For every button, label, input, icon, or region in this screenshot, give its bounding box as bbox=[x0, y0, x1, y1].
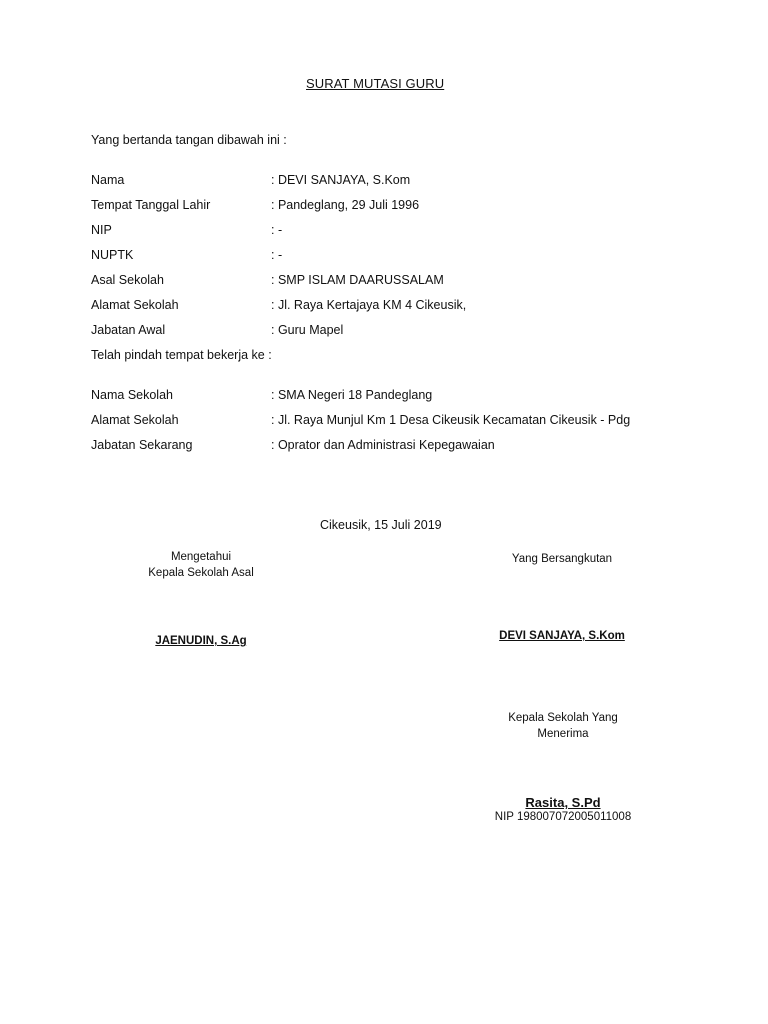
signature-left-line2: Kepala Sekolah Asal bbox=[148, 567, 254, 579]
signature-left-name: JAENUDIN, S.Ag bbox=[155, 635, 247, 647]
field-value: : Pandeglang, 29 Juli 1996 bbox=[271, 198, 420, 212]
field-value: : - bbox=[271, 248, 283, 262]
field-label: NUPTK bbox=[91, 248, 134, 262]
document-title: SURAT MUTASI GURU bbox=[306, 76, 445, 91]
signature-receiver-heading bbox=[463, 710, 663, 742]
field-label: Nama Sekolah bbox=[91, 388, 173, 402]
field-label: Jabatan Awal bbox=[91, 323, 166, 337]
field-value: : - bbox=[271, 223, 283, 237]
field-value: : Jl. Raya Kertajaya KM 4 Cikeusik, bbox=[271, 298, 467, 312]
field-label: Tempat Tanggal Lahir bbox=[91, 198, 211, 212]
signature-right-name: DEVI SANJAYA, S.Kom bbox=[499, 630, 625, 642]
place-date: Cikeusik, 15 Juli 2019 bbox=[320, 518, 442, 532]
signature-receiver-line1: Kepala Sekolah Yang bbox=[508, 712, 618, 724]
signature-receiver-nip: NIP 198007072005011008 bbox=[494, 811, 632, 823]
signature-left-heading bbox=[101, 549, 301, 581]
field-label: Alamat Sekolah bbox=[91, 298, 179, 312]
field-label: NIP bbox=[91, 223, 112, 237]
field-value: : SMP ISLAM DAARUSSALAM bbox=[271, 273, 444, 287]
field-label: Jabatan Sekarang bbox=[91, 438, 193, 452]
field-value: : Jl. Raya Munjul Km 1 Desa Cikeusik Kecamatan Cikeusik - Pdg bbox=[271, 413, 631, 427]
signature-right-heading: Yang Bersangkutan bbox=[511, 553, 613, 565]
intro-text: Yang bertanda tangan dibawah ini : bbox=[91, 133, 287, 147]
field-value: : Oprator dan Administrasi Kepegawaian bbox=[271, 438, 495, 452]
signature-left-line1: Mengetahui bbox=[170, 551, 232, 563]
field-value: : Guru Mapel bbox=[271, 323, 344, 337]
transfer-intro-text: Telah pindah tempat bekerja ke : bbox=[91, 348, 272, 362]
field-label: Nama bbox=[91, 173, 125, 187]
field-label: Asal Sekolah bbox=[91, 273, 164, 287]
signature-receiver-line2: Menerima bbox=[537, 728, 589, 740]
signature-receiver-name: Rasita, S.Pd bbox=[525, 795, 601, 810]
field-value: : DEVI SANJAYA, S.Kom bbox=[271, 173, 411, 187]
field-label: Alamat Sekolah bbox=[91, 413, 179, 427]
field-value: : SMA Negeri 18 Pandeglang bbox=[271, 388, 433, 402]
